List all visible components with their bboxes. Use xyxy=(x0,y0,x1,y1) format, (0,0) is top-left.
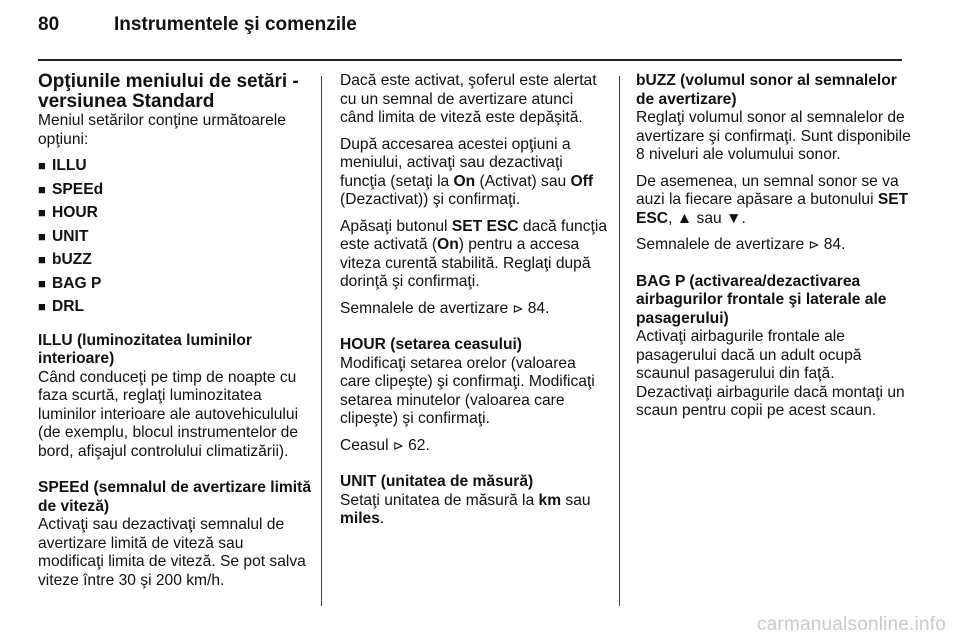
bullet-icon: ■ xyxy=(38,158,46,173)
bag-heading: BAG P (activarea/dezactivarea airbagurilor frontale şi laterale ale pasagerului) xyxy=(636,272,887,327)
warning-reference: Semnalele de avertizare ⊳ 84. xyxy=(340,299,550,317)
clock-reference: Ceasul ⊳ 62. xyxy=(340,436,430,454)
bullet-icon: ■ xyxy=(38,205,46,220)
page-number: 80 xyxy=(38,14,60,35)
page-ref-icon: ⊳ xyxy=(512,300,524,316)
column-divider-1 xyxy=(321,76,322,606)
speed-activate-text: După accesarea acestei opţiuni a meniului, activaţi sau dezactivaţi funcţia (setaţi la On (Activat) sau Off (Dezactivat)) şi confirmaţi. xyxy=(340,135,594,208)
option-item: ■ DRL xyxy=(38,298,85,315)
speed-alert-text: Dacă este activat, şoferul este alertat cu un semnal de avertizare atunci când limita de viteză este depăşită. xyxy=(340,72,597,126)
option-item: ■ ILLU xyxy=(38,157,87,174)
illu-text: Când conduceţi pe timp de noapte cu faza scurtă, reglaţi luminozitatea luminilor interioare ale autovehiculului (de exemplu, blocul instrumentelor de bord, afişajul controlului climatizării). xyxy=(38,368,299,460)
bullet-icon: ■ xyxy=(38,252,46,267)
buzz-heading: bUZZ (volumul sonor al semnalelor de avertizare) xyxy=(636,72,897,108)
buzz-button-text: De asemenea, un semnal sonor se va auzi la fiecare apăsare a butonului SET ESC, ▲ sau ▼. xyxy=(636,172,909,227)
options-list xyxy=(38,157,312,317)
speed-text: Activaţi sau dezactivaţi semnalul de avertizare limită de viteză sau modificaţi limita de viteză. Se pot salva viteze între 30 şi 200 km/h. xyxy=(38,516,306,589)
unit-heading: UNIT (unitatea de măsură) xyxy=(340,473,534,490)
illu-heading: ILLU (luminozitatea luminilor interioare) xyxy=(38,331,252,367)
buzz-text: Reglaţi volumul sonor al semnalelor de avertizare şi confirmaţi. Sunt disponibile 8 niveluri ale volumului sonor. xyxy=(636,109,911,163)
option-item: ■ SPEEd xyxy=(38,180,104,198)
column-1 xyxy=(38,72,312,598)
up-arrow-icon: ▲ xyxy=(676,209,693,227)
section-title: Opţiunile meniului de setări - versiunea Standard xyxy=(38,71,299,112)
unit-text: Setaţi unitatea de măsură la km sau miles. xyxy=(340,491,591,527)
bullet-icon: ■ xyxy=(38,181,46,197)
bag-text: Activaţi airbagurile frontale ale pasagerului dacă un adult ocupă scaunul pasagerului din faţă. Dezactivaţi airbagurile dacă montaţi un scaun pentru copii pe acest scaun. xyxy=(636,328,905,419)
page-title: Instrumentele şi comenzile xyxy=(114,14,357,35)
down-arrow-icon: ▼ xyxy=(726,209,742,227)
bullet-icon: ■ xyxy=(38,275,46,291)
speed-heading: SPEEd (semnalul de avertizare limită de viteză) xyxy=(38,479,311,515)
bullet-icon: ■ xyxy=(38,228,46,244)
bullet-icon: ■ xyxy=(38,299,46,314)
column-divider-2 xyxy=(619,76,620,606)
hour-text: Modificaţi setarea orelor (valoarea care clipeşte) şi confirmaţi. Modificaţi setarea minutelor (valoarea care clipeşte) şi confirmaţi. xyxy=(340,354,595,427)
page-ref-icon: ⊳ xyxy=(392,437,404,453)
watermark: carmanualsonline.info xyxy=(756,614,946,635)
option-item: ■ UNIT xyxy=(38,227,89,245)
option-item: ■ HOUR xyxy=(38,204,98,221)
column-2 xyxy=(340,72,610,537)
option-item: ■ bUZZ xyxy=(38,251,92,268)
option-item: ■ BAG P xyxy=(38,274,102,292)
buzz-warning-reference: Semnalele de avertizare ⊳ 84. xyxy=(636,236,846,253)
page-ref-icon: ⊳ xyxy=(808,237,820,252)
hour-heading: HOUR (setarea ceasului) xyxy=(340,336,522,353)
column-3 xyxy=(636,72,912,429)
intro-text: Meniul setărilor conţine următoarele opţiuni: xyxy=(38,112,286,148)
set-esc-text: Apăsaţi butonul SET ESC dacă funcţia este activată (On) pentru a accesa viteza curentă stabilită. Reglaţi după dorinţă şi confirmaţi. xyxy=(340,217,608,290)
page-header xyxy=(38,14,357,36)
header-rule xyxy=(38,59,902,61)
